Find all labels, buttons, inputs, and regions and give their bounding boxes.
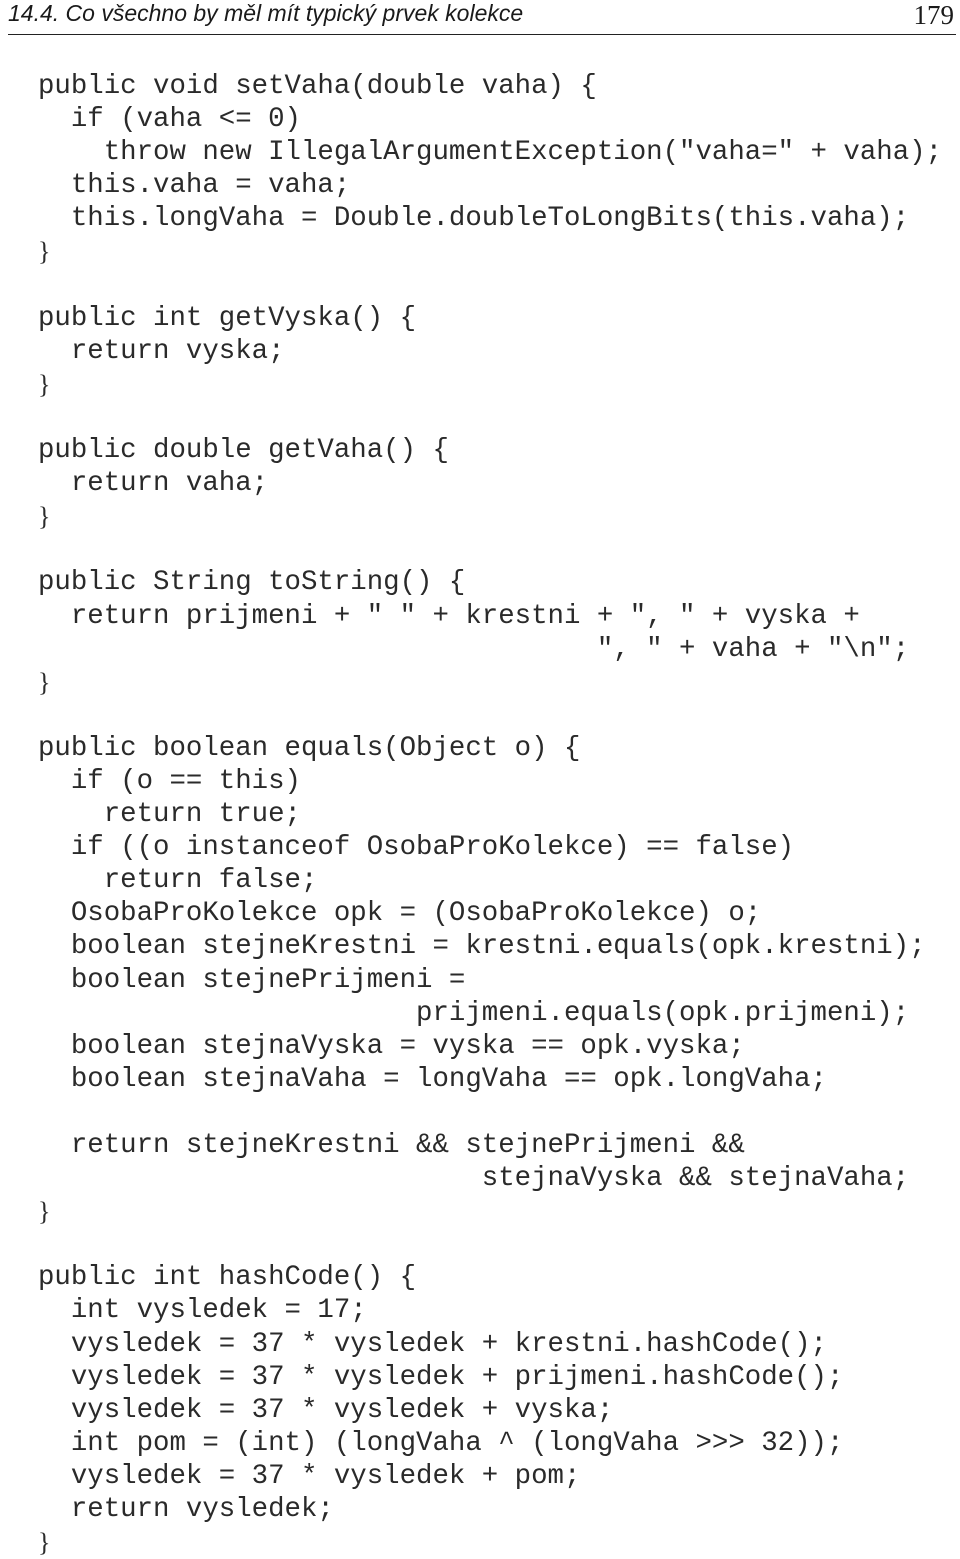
code-line bbox=[38, 533, 953, 566]
code-line: public double getVaha() { bbox=[38, 435, 449, 467]
code-line: return vyska; bbox=[38, 335, 285, 367]
code-line: public String toString() { bbox=[38, 567, 466, 599]
code-line: return true; bbox=[38, 799, 301, 831]
code-line: this.longVaha = Double.doubleToLongBits(this.vaha); bbox=[38, 203, 910, 235]
code-line: if (o == this) bbox=[38, 765, 301, 797]
code-line: if ((o instanceof OsobaProKolekce) == false) bbox=[38, 832, 795, 864]
code-line: if (vaha <= 0) bbox=[38, 104, 301, 136]
code-line: } bbox=[38, 1528, 51, 1558]
code-line bbox=[38, 269, 953, 302]
code-line: return vysledek; bbox=[38, 1494, 334, 1526]
code-line bbox=[38, 1096, 953, 1129]
section-title: 14.4. Co všechno by měl mít typický prvek kolekce bbox=[8, 0, 524, 26]
code-line: int pom = (int) (longVaha ^ (longVaha >>> 32)); bbox=[38, 1427, 844, 1459]
code-line: public void setVaha(double vaha) { bbox=[38, 71, 597, 102]
code-line: public int hashCode() { bbox=[38, 1262, 417, 1294]
code-line: ", " + vaha + "\n"; bbox=[38, 633, 910, 665]
code-line: } bbox=[38, 667, 51, 697]
code-line: vysledek = 37 * vysledek + vyska; bbox=[38, 1394, 614, 1426]
code-line: boolean stejnaVyska = vyska == opk.vyska; bbox=[38, 1030, 745, 1062]
code-line: } bbox=[38, 369, 51, 399]
code-line: boolean stejnaVaha = longVaha == opk.longVaha; bbox=[38, 1063, 827, 1095]
code-line: boolean stejneKrestni = krestni.equals(opk.krestni); bbox=[38, 931, 926, 963]
page-header bbox=[8, 0, 956, 35]
code-line: this.vaha = vaha; bbox=[38, 170, 351, 202]
code-line: return stejneKrestni && stejnePrijmeni && bbox=[38, 1130, 745, 1161]
code-line: public int getVyska() { bbox=[38, 302, 417, 334]
code-line: vysledek = 37 * vysledek + pom; bbox=[38, 1460, 581, 1492]
code-line bbox=[38, 699, 953, 732]
code-line: int vysledek = 17; bbox=[38, 1295, 367, 1327]
code-line: return vaha; bbox=[38, 468, 269, 500]
code-line: throw new IllegalArgumentException("vaha=" + vaha); bbox=[38, 137, 943, 169]
code-line: } bbox=[38, 502, 51, 532]
code-line bbox=[38, 1228, 953, 1261]
code-line: vysledek = 37 * vysledek + prijmeni.hashCode(); bbox=[38, 1361, 844, 1393]
code-line: vysledek = 37 * vysledek + krestni.hashCode(); bbox=[38, 1328, 827, 1360]
code-line: return false; bbox=[38, 865, 318, 897]
code-line: public boolean equals(Object o) { bbox=[38, 732, 581, 764]
code-listing bbox=[38, 70, 953, 1559]
code-line: boolean stejnePrijmeni = bbox=[38, 964, 466, 996]
code-line bbox=[38, 401, 953, 434]
code-line: OsobaProKolekce opk = (OsobaProKolekce) o; bbox=[38, 898, 762, 930]
code-line: return prijmeni + " " + krestni + ", " + vyska + bbox=[38, 600, 860, 632]
code-line: prijmeni.equals(opk.prijmeni); bbox=[38, 997, 910, 1029]
page-number: 179 bbox=[913, 0, 954, 30]
code-line: } bbox=[38, 1197, 51, 1227]
code-line: stejnaVyska && stejnaVaha; bbox=[38, 1163, 910, 1195]
code-line: } bbox=[38, 237, 51, 267]
